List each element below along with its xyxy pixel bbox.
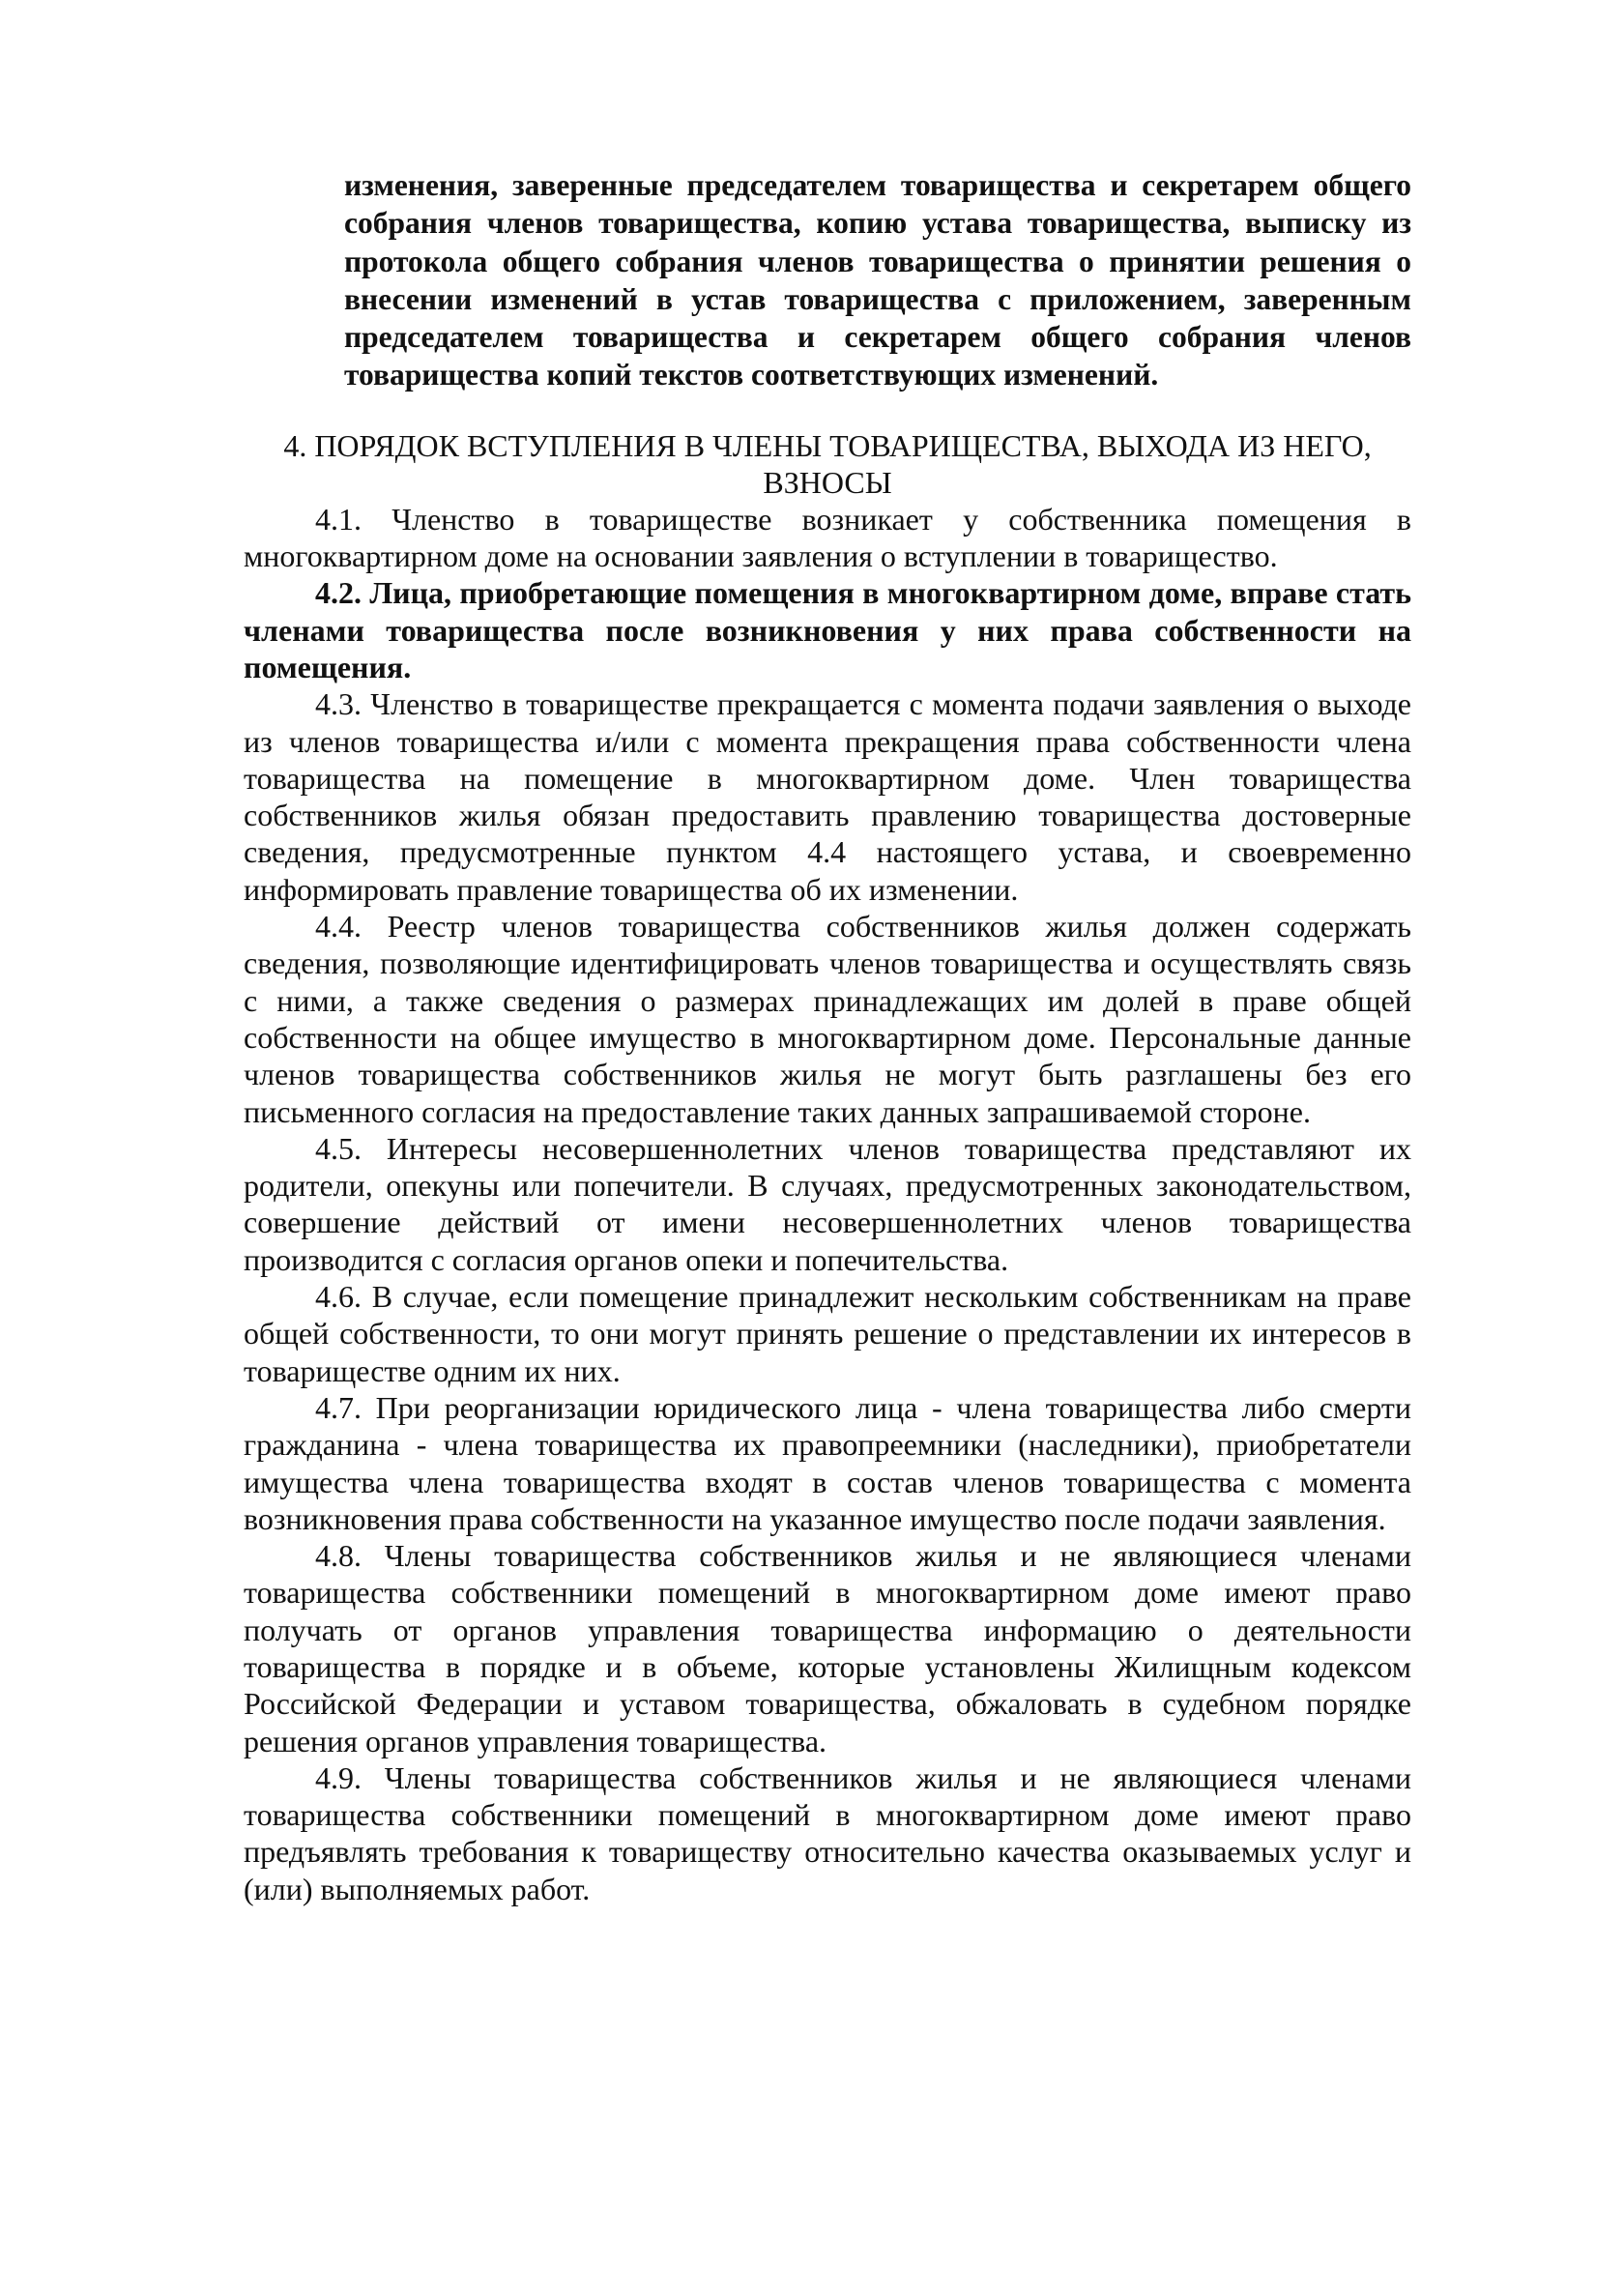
- intro-paragraph: изменения, заверенные председателем товарищества и секретарем общего собрания членов товарищества, копию устава товарищества, выписку из протокола общего собрания членов товарищества о принятии решения о внесении изменений в устав товарищества с приложением, заверенным председателем товарищества и секретарем общего собрания членов товарищества копий текстов соответствующих изменений.: [344, 168, 1411, 392]
- paragraph-4-1: 4.1. Членство в товариществе возникает у собственника помещения в многоквартирном доме на основании заявления о вступлении в товарищество.: [244, 501, 1411, 574]
- page-content: [244, 166, 1411, 1907]
- paragraph-4-5: 4.5. Интересы несовершеннолетних членов товарищества представляют их родители, опекуны или попечители. В случаях, предусмотренных законодательством, совершение действий от имени несовершеннолетних членов товарищества производится с согласия органов опеки и попечительства.: [244, 1130, 1411, 1277]
- paragraph-4-3: 4.3. Членство в товариществе прекращается с момента подачи заявления о выходе из членов товарищества и/или с момента прекращения права собственности члена товарищества на помещение в многоквартирном доме. Член товарищества собственников жилья обязан предоставить правлению товарищества достоверные сведения, предусмотренные пунктом 4.4 настоящего устава, и своевременно информировать правление товарищества об их изменении.: [244, 686, 1411, 907]
- paragraph-4-6: 4.6. В случае, если помещение принадлежит нескольким собственникам на праве общей собственности, то они могут принять решение о представлении их интересов в товариществе одним их них.: [244, 1279, 1411, 1388]
- paragraph-4-9: 4.9. Члены товарищества собственников жилья и не являющиеся членами товарищества собственники помещений в многоквартирном доме имеют право предъявлять требования к товариществу относительно качества оказываемых услуг и (или) выполняемых работ.: [244, 1759, 1411, 1906]
- paragraph-4-2: 4.2. Лица, приобретающие помещения в многоквартирном доме, вправе стать членами товарищества после возникновения у них права собственности на помещения.: [244, 575, 1411, 684]
- paragraph-4-8: 4.8. Члены товарищества собственников жилья и не являющиеся членами товарищества собственники помещений в многоквартирном доме имеют право получать от органов управления товарищества информацию о деятельности товарищества в порядке и в объеме, которые установлены Жилищным кодексом Российской Федерации и уставом товарищества, обжаловать в судебном порядке решения органов управления товарищества.: [244, 1538, 1411, 1758]
- paragraph-4-7: 4.7. При реорганизации юридического лица - члена товарищества либо смерти гражданина - члена товарищества их правопреемники (наследники), приобретатели имущества члена товарищества входят в состав членов товарищества с момента возникновения права собственности на указанное имущество после подачи заявления.: [244, 1389, 1411, 1536]
- paragraph-4-4: 4.4. Реестр членов товарищества собственников жилья должен содержать сведения, позволяющие идентифицировать членов товарищества и осуществлять связь с ними, а также сведения о размерах принадлежащих им долей в праве общей собственности на общее имущество в многоквартирном доме. Персональные данные членов товарищества собственников жилья не могут быть разглашены без его письменного согласия на предоставление таких данных запрашиваемой стороне.: [244, 909, 1411, 1129]
- section-title: 4. ПОРЯДОК ВСТУПЛЕНИЯ В ЧЛЕНЫ ТОВАРИЩЕСТВА, ВЫХОДА ИЗ НЕГО, ВЗНОСЫ: [283, 427, 1372, 500]
